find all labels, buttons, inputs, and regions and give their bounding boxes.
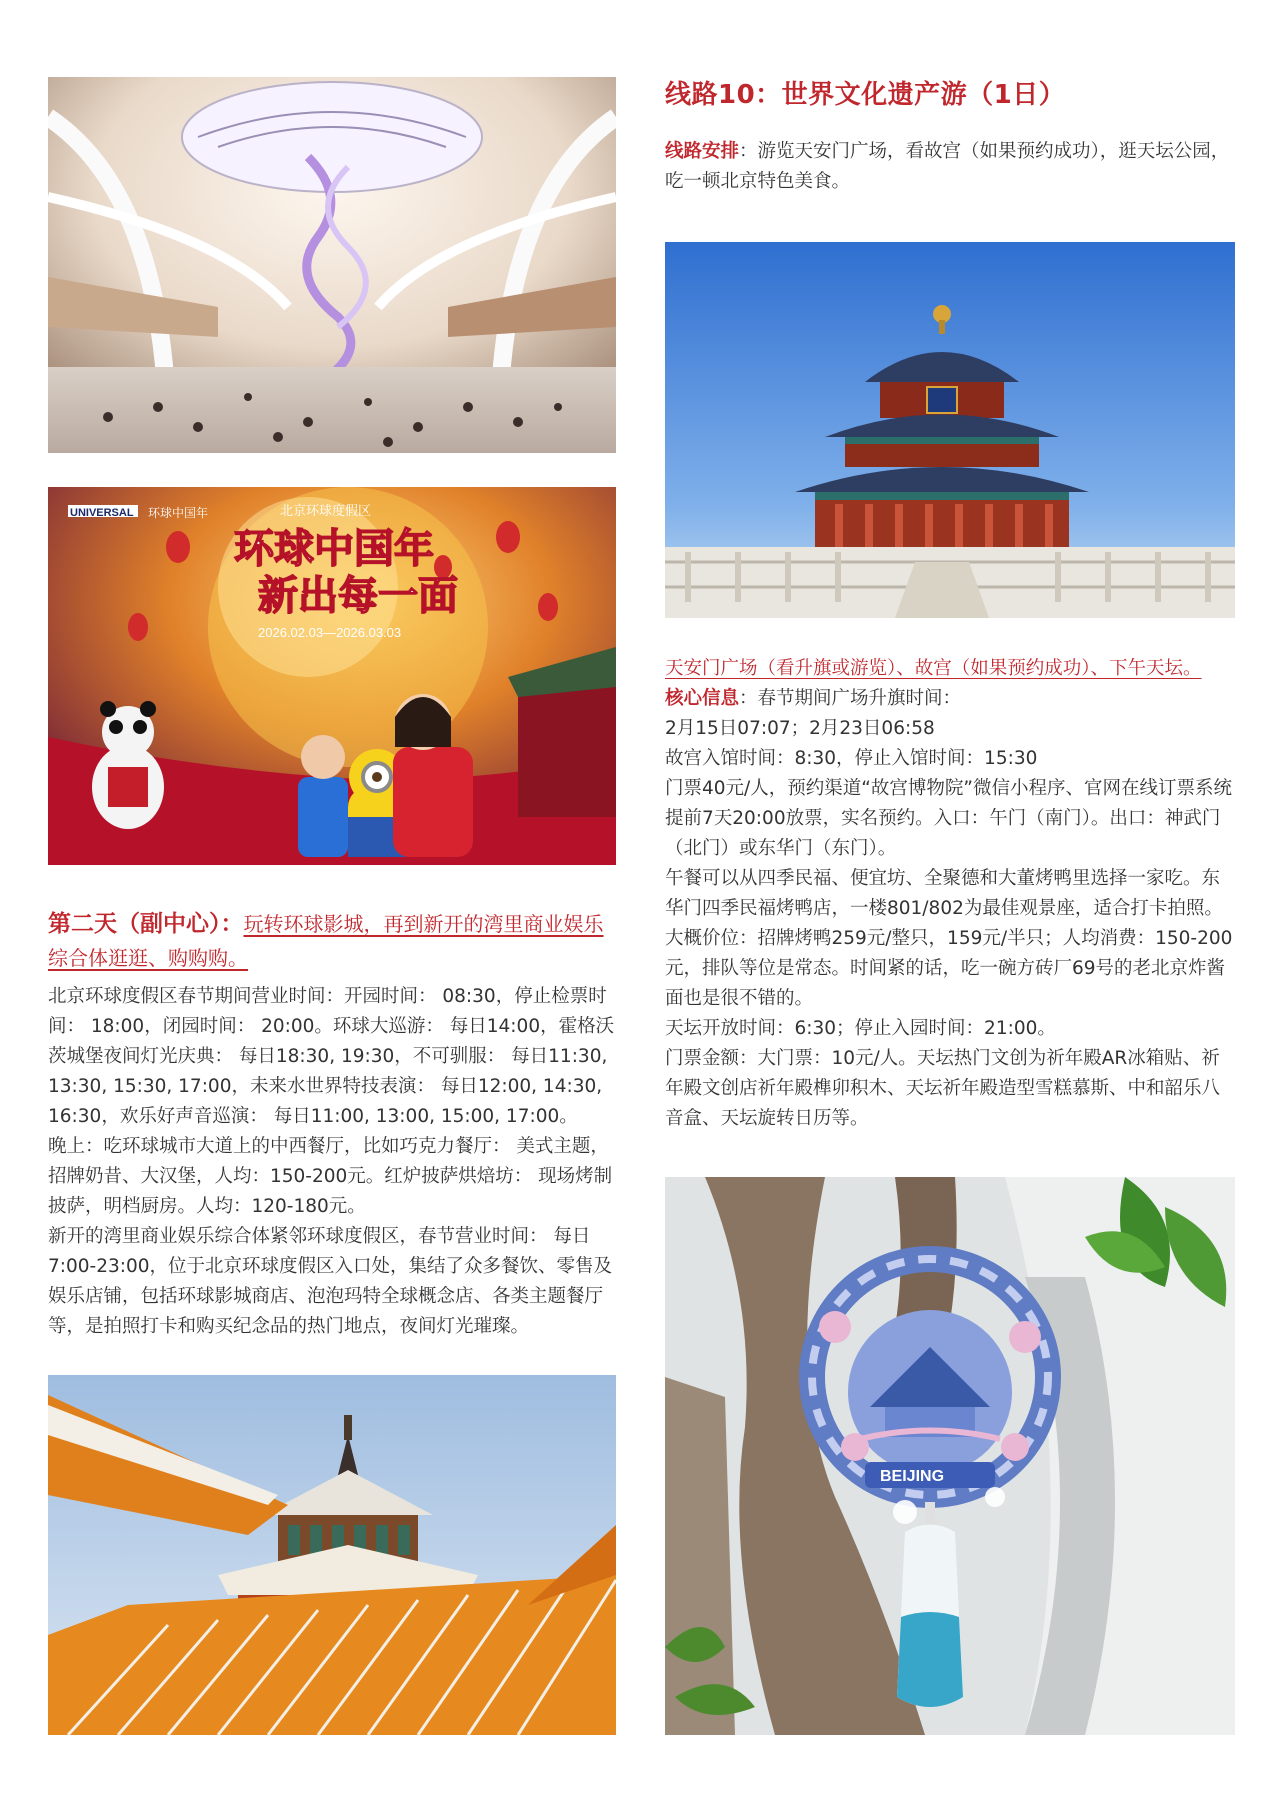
forbidden-city-roofs-photo [48,1375,616,1735]
day2-intro-link[interactable]: 玩转环球影城，再到新开的湾里商业娱乐综合体逛逛、购购购。 [48,912,604,970]
core-line-0: ：春节期间广场升旗时间： [739,688,962,709]
route-details [665,654,1238,1134]
poster-headline-1: 环球中国年 [234,526,434,572]
core-info-label: 核心信息 [665,688,740,709]
core-line-palace-hours: 故宫入馆时间：8:30，停止入馆时间：15:30 [665,748,1038,769]
core-line-temple-tickets: 门票金额：大门票：10元/人。天坛热门文创为祈年殿AR冰箱贴、祈年殿文创店祈年殿榫卯积木、天坛祈年殿造型雪糕慕斯、中和韶乐八音盒、天坛旋转日历等。 [665,1048,1221,1129]
route-title: 线路10：世界文化遗产游（1日） [665,80,1066,110]
core-line-palace-tickets: 门票40元/人，预约渠道“故宫博物院”微信小程序、官网在线订票系统提前7天20:00放票，实名预约。入口：午门（南门）。出口：神武门（北门）或东华门（东门）。 [665,778,1232,859]
temple-ornament-photo [665,1177,1235,1735]
core-line-temple-hours: 天坛开放时间：6:30；停止入园时间：21:00。 [665,1018,1056,1039]
day2-section [48,908,618,1342]
poster-event-name: 环球中国年 [148,506,209,520]
universal-new-year-poster [48,487,616,865]
poster-resort-name: 北京环球度假区 [280,504,372,519]
day2-universal-hours: 北京环球度假区春节期间营业时间：开园时间： 08:30，停止检票时间： 18:00，闭园时间： 20:00。环球大巡游： 每日14:00，霍格沃茨城堡夜间灯光庆典： 每日18:30, 19:30，不可驯服： 每日11:30, 13:30, 15:30, 17:00，未来水世界特技表演： 每日12:00, 14:30, 16:30，欢乐好声音巡演： 每日11:00, 13:00, 15:00, 17:00。 [48,986,615,1127]
day2-heading: 第二天（副中心）： [48,911,244,937]
poster-dates: 2026.02.03—2026.03.03 [258,625,402,640]
temple-of-heaven-photo [665,242,1235,618]
arrangement-text: ：游览天安门广场，看故宫（如果预约成功），逛天坛公园，吃一顿北京特色美食。 [665,141,1230,192]
poster-brand-text: UNIVERSAL [70,507,134,519]
ornament-city-text: BEIJING [880,1468,945,1485]
route-arrangement [665,137,1238,197]
day2-dinner-info: 晚上：吃环球城市大道上的中西餐厅，比如巧克力餐厅： 美式主题，招牌奶昔、大汉堡，人均：150-200元。红炉披萨烘焙坊： 现场烤制披萨，明档厨房。人均：120-180元。 [48,1136,613,1217]
day2-wanli-info: 新开的湾里商业娱乐综合体紧邻环球度假区，春节营业时间： 每日7:00-23:00，位于北京环球度假区入口处，集结了众多餐饮、零售及娱乐店铺，包括环球影城商店、泡泡玛特全球概念店、各类主题餐厅等，是拍照打卡和购买纪念品的热门地点，夜间灯光璀璨。 [48,1226,613,1337]
mall-atrium-photo [48,77,616,453]
arrangement-label: 线路安排 [665,141,740,162]
route-highlight-link[interactable]: 天安门广场（看升旗或游览）、故宫（如果预约成功）、下午天坛。 [665,658,1202,679]
core-line-flag-times: 2月15日07:07；2月23日06:58 [665,718,935,739]
core-line-lunch: 午餐可以从四季民福、便宜坊、全聚德和大董烤鸭里选择一家吃。东华门四季民福烤鸭店，一楼801/802为最佳观景座，适合打卡拍照。大概价位：招牌烤鸭259元/整只，159元/半只；人均消费：150-200元，排队等位是常态。时间紧的话，吃一碗方砖厂69号的老北京炸酱面也是很不错的。 [665,868,1233,1009]
poster-headline-2: 新出每一面 [258,573,458,619]
